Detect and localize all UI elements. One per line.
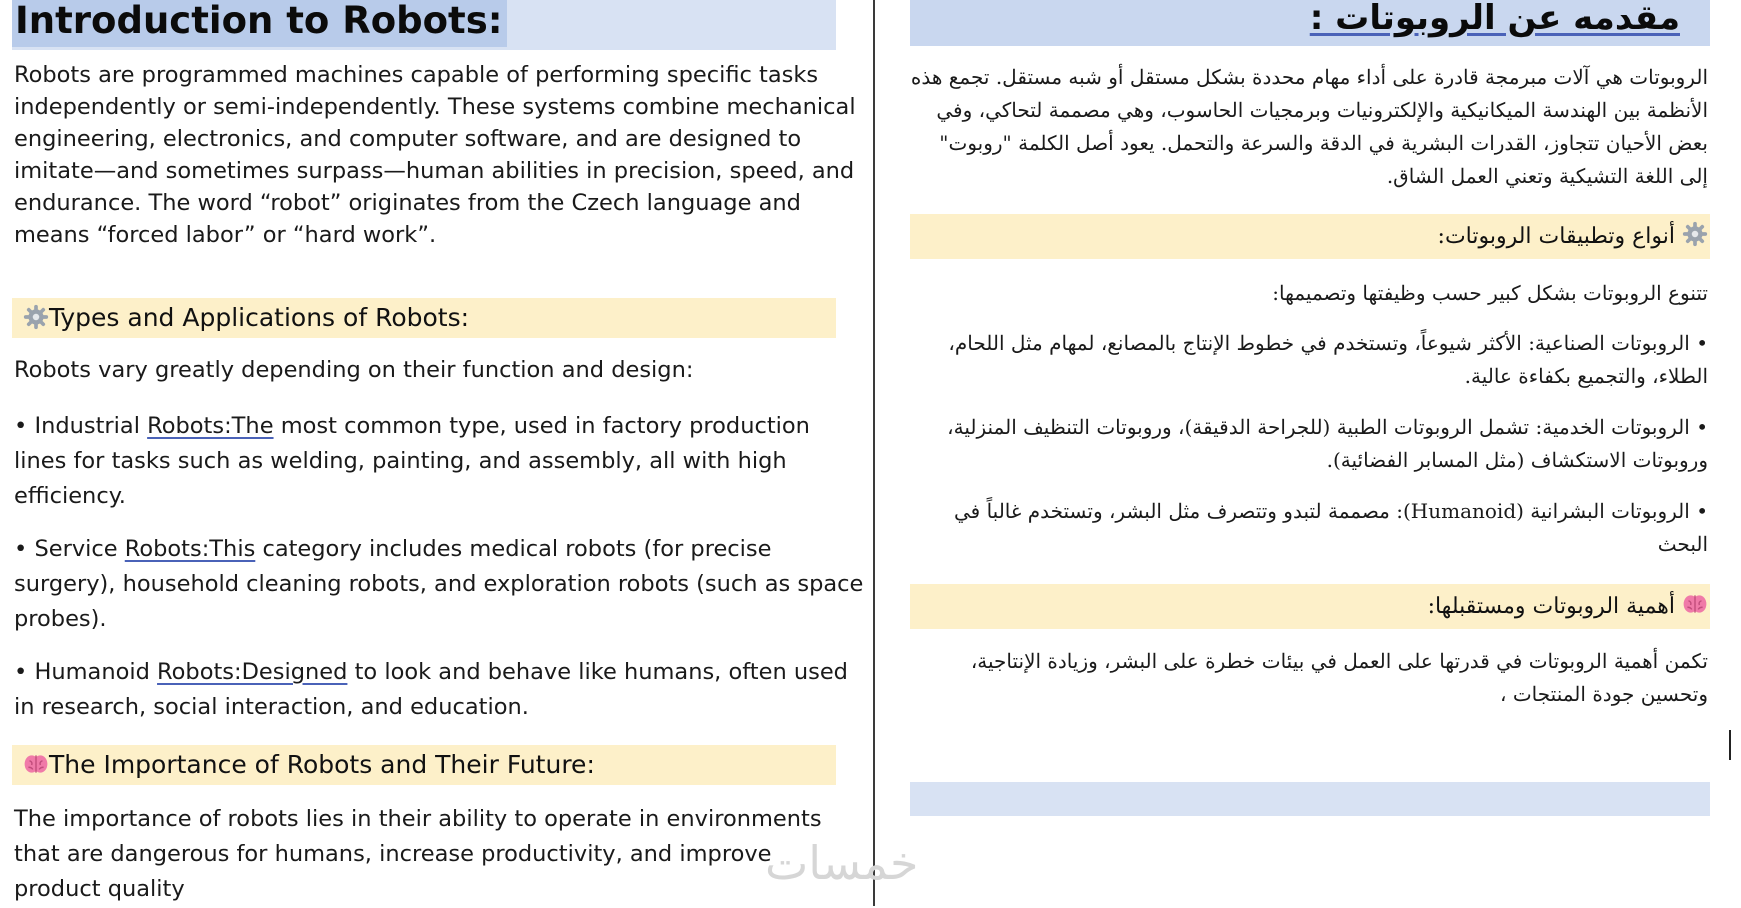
robots-humanoid-link[interactable]: Robots:Designed bbox=[157, 659, 348, 685]
robots-industrial-link[interactable]: Robots:The bbox=[147, 413, 274, 439]
bullet-line: probes). bbox=[14, 606, 107, 632]
bullet-line: in research, social interaction, and education. bbox=[14, 694, 529, 720]
brain-icon bbox=[1682, 591, 1708, 617]
types-heading-text: Types and Applications of Robots: bbox=[49, 303, 470, 332]
bullet-line-ar: وروبوتات الاستكشاف (مثل المسابر الفضائية). bbox=[1326, 448, 1708, 472]
gear-icon bbox=[1682, 221, 1708, 247]
bottom-band bbox=[910, 782, 1710, 816]
page-title-ar-text: مقدمه عن الروبوتات : bbox=[1309, 0, 1680, 38]
bullet-service-ar: • الروبوتات الخدمية: تشمل الروبوتات الطبية (للجراحة الدقيقة)، وروبوتات التنظيف المنزلية، bbox=[947, 415, 1708, 439]
text-cursor[interactable] bbox=[1729, 730, 1731, 760]
bullet-humanoid-ar: • الروبوتات البشرانية (Humanoid): مصممة لتبدو وتتصرف مثل البشر، وتستخدم غالباً في bbox=[953, 499, 1708, 523]
importance-line: that are dangerous for humans, increase productivity, and improve bbox=[14, 841, 772, 867]
bullet-rest: most common type, used in factory production bbox=[273, 413, 810, 439]
importance-line: The importance of robots lies in their ability to operate in environments bbox=[14, 806, 822, 832]
intro-line: independently or semi-independently. These systems combine mechanical bbox=[14, 94, 856, 120]
page-title: Introduction to Robots: bbox=[12, 0, 507, 47]
types-heading-ar bbox=[915, 214, 1708, 259]
arabic-page bbox=[765, 0, 1741, 906]
bullet-line: efficiency. bbox=[14, 483, 126, 509]
intro-line-ar: بعض الأحيان تتجاوز، القدرات البشرية في الدقة والسرعة والتحمل. يعود أصل الكلمة "روبوت" bbox=[939, 131, 1708, 155]
bullet-lead: Industrial bbox=[34, 413, 148, 439]
importance-heading-ar-text: أهمية الروبوتات ومستقبلها: bbox=[1427, 594, 1675, 619]
bullet-line-ar: الطلاء، والتجميع بكفاءة عالية. bbox=[1464, 364, 1708, 388]
bullet-humanoid bbox=[14, 655, 848, 691]
gear-icon bbox=[23, 304, 49, 330]
types-heading bbox=[23, 301, 469, 335]
bullet-lead: Humanoid bbox=[34, 659, 158, 685]
bullet: • bbox=[14, 659, 28, 685]
watermark-logo: خمسات bbox=[765, 836, 919, 890]
importance-heading bbox=[23, 748, 595, 782]
importance-line-ar: وتحسين جودة المنتجات ، bbox=[1500, 682, 1708, 706]
types-heading-ar-text: أنواع وتطبيقات الروبوتات: bbox=[1437, 224, 1675, 249]
intro-line-ar: الأنظمة بين الهندسة الميكانيكية والإلكترونيات وبرمجيات الحاسوب، وهي مصممة لتحاكي، وفي bbox=[936, 98, 1708, 122]
intro-line: imitate—and sometimes surpass—human abilities in precision, speed, and bbox=[14, 158, 855, 184]
page-title-ar bbox=[910, 0, 1710, 40]
bullet-industrial bbox=[14, 409, 810, 445]
importance-heading-ar bbox=[915, 584, 1708, 629]
importance-heading-text: The Importance of Robots and Their Future: bbox=[49, 750, 595, 779]
intro-line: endurance. The word “robot” originates from the Czech language and bbox=[14, 190, 801, 216]
bullet-line-ar: البحث bbox=[1657, 532, 1708, 556]
types-intro: Robots vary greatly depending on their function and design: bbox=[14, 357, 694, 383]
types-intro-ar: تتنوع الروبوتات بشكل كبير حسب وظيفتها وتصميمها: bbox=[1272, 281, 1708, 305]
bullet-line: lines for tasks such as welding, painting, and assembly, all with high bbox=[14, 448, 787, 474]
bullet-service bbox=[14, 532, 772, 568]
intro-line: means “forced labor” or “hard work”. bbox=[14, 222, 437, 248]
intro-line: Robots are programmed machines capable of performing specific tasks bbox=[14, 62, 819, 88]
brain-icon bbox=[23, 751, 49, 777]
bullet-line: surgery), household cleaning robots, and exploration robots (such as space bbox=[14, 571, 864, 597]
bullet-industrial-ar: • الروبوتات الصناعية: الأكثر شيوعاً، وتستخدم في خطوط الإنتاج بالمصانع، لمهام مثل اللحام، bbox=[948, 331, 1708, 355]
bullet: • bbox=[14, 413, 28, 439]
bullet-rest: to look and behave like humans, often used bbox=[347, 659, 848, 685]
robots-service-link[interactable]: Robots:This bbox=[124, 536, 256, 562]
importance-line: product quality bbox=[14, 876, 185, 902]
bullet: • bbox=[14, 536, 28, 562]
intro-line: engineering, electronics, and computer software, and are designed to bbox=[14, 126, 802, 152]
importance-line-ar: تكمن أهمية الروبوتات في قدرتها على العمل في بيئات خطرة على البشر، وزيادة الإنتاجية، bbox=[970, 649, 1708, 673]
bullet-lead: Service bbox=[34, 536, 125, 562]
intro-line-ar: إلى اللغة التشيكية وتعني العمل الشاق. bbox=[1386, 164, 1708, 188]
intro-line-ar: الروبوتات هي آلات مبرمجة قادرة على أداء مهام محددة بشكل مستقل أو شبه مستقل. تجمع هذه bbox=[910, 65, 1708, 89]
bullet-rest: category includes medical robots (for precise bbox=[255, 536, 772, 562]
